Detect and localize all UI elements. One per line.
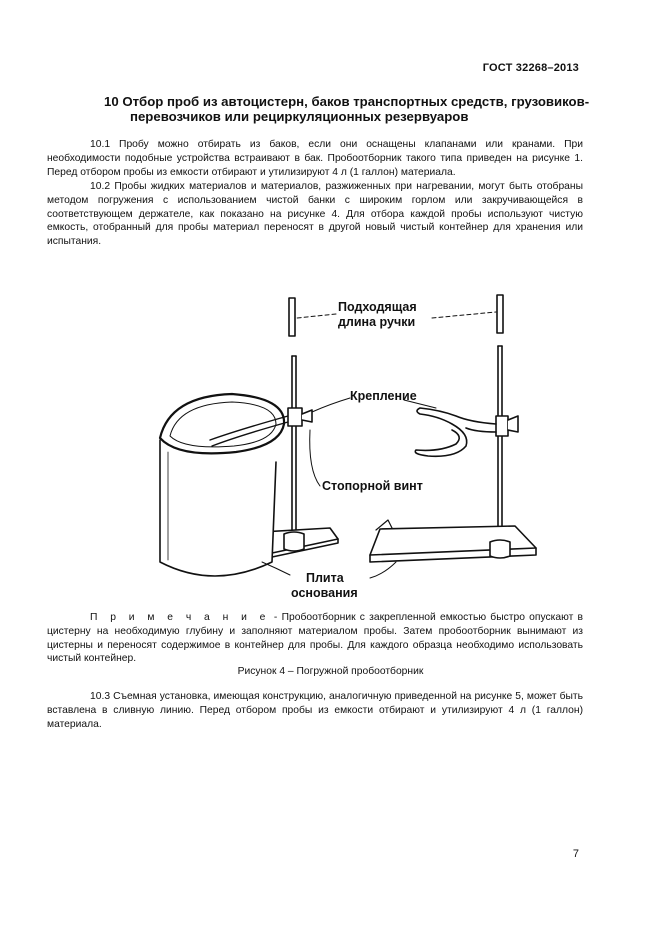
- leader-handle-right: [432, 312, 496, 318]
- right-handle-extension: [497, 295, 503, 333]
- label-clamp: Крепление: [350, 389, 417, 403]
- leader-set-screw: [310, 430, 320, 486]
- label-base-line1: Плита: [306, 571, 344, 585]
- label-handle-line1: Подходящая: [338, 300, 417, 314]
- sample-can: [160, 440, 276, 576]
- leader-base-right: [370, 562, 396, 578]
- page-number: 7: [572, 848, 579, 860]
- left-rod-foot: [284, 532, 304, 551]
- label-base-line2: основания: [291, 586, 358, 600]
- paragraph-10-3: [47, 690, 583, 731]
- paragraph-10-3-text: 10.3 Съемная установка, имеющая конструкцию, аналогичную приведенной на рисунке 5, может быть вставлена в сливную линию. Перед отбором пробы из емкости отбирают и утилизируют 4 л (1 галлон) материала.: [47, 691, 583, 730]
- section-heading-line2: перевозчиков или рециркуляционных резервуаров: [130, 109, 469, 124]
- leader-base-left: [262, 562, 290, 575]
- right-set-screw: [508, 416, 518, 432]
- right-rod-foot: [490, 540, 510, 558]
- left-clamp-collar: [288, 408, 302, 426]
- label-set-screw: Стопорной винт: [322, 479, 423, 493]
- right-base-plate: [370, 526, 536, 555]
- paragraph-10-2-text: 10.2 Пробы жидких материалов и материалов, разжиженных при нагревании, могут быть отобраны методом погружения с использованием чистой банки с широким горлом или закручивающейся в соответствующем держателе, как показано на рисунке 4. Для отбора каждой пробы используют чистую емкость, отобранный для пробы материал переносят в другой новый чистый контейнер для хранения или испытания.: [47, 181, 583, 248]
- section-heading-line1: 10 Отбор проб из автоцистерн, баков транспортных средств, грузовиков-: [104, 94, 590, 109]
- left-handle-extension: [289, 298, 295, 336]
- right-clamp-collar: [496, 416, 508, 436]
- leader-handle-left: [297, 314, 336, 318]
- left-set-screw: [302, 410, 312, 422]
- paragraph-10-1-text: 10.1 Пробу можно отбирать из баков, если они оснащены клапанами или кранами. При необходимости подобные устройства встраивают в бак. Пробоотборник такого типа приведен на рисунке 1. Перед отбором пробы из емкости отбирают и утилизируют 4 л (1 галлон) материала.: [47, 139, 583, 178]
- leader-clamp-left: [312, 398, 350, 412]
- document-code: ГОСТ 32268–2013: [482, 62, 579, 74]
- figure-note-label: П р и м е ч а н и е: [90, 612, 270, 623]
- figure-caption: Рисунок 4 – Погружной пробоотборник: [237, 666, 424, 677]
- figure-note: [47, 611, 583, 666]
- figure-note-text: - Пробоотборник с закрепленной емкостью быстро опускают в цистерну на необходимую глубину и заполняют материалом пробы. Затем пробоотборник вынимают из цистерны и переносят содержимое в контейнер для пробы. Для каждого образца необходимо использовать чистый контейнер.: [47, 612, 584, 665]
- label-handle-line2: длина ручки: [338, 315, 416, 329]
